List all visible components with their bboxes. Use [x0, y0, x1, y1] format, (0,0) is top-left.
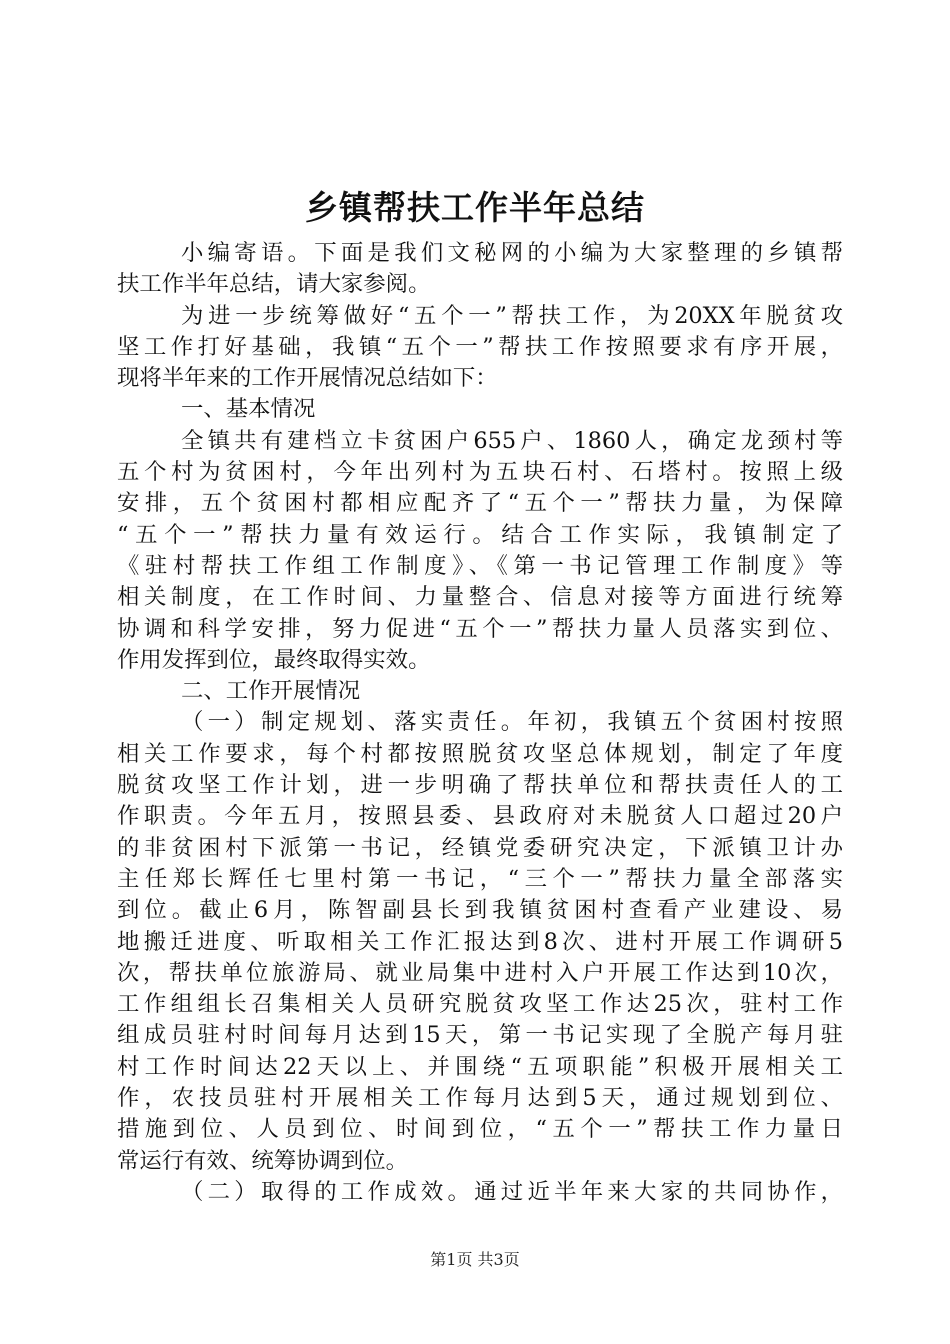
text-line: （二）取得的工作成效。通过近半年来大家的共同协作， — [181, 1178, 843, 1205]
text-line: 村工作时间达22天以上、并围绕“五项职能”积极开展相关工 — [117, 1053, 843, 1080]
text-line: 的非贫困村下派第一书记，经镇党委研究决定，下派镇卫计办 — [117, 834, 843, 861]
text-line: 为进一步统筹做好“五个一”帮扶工作，为20XX年脱贫攻 — [181, 302, 843, 329]
document-body — [117, 238, 843, 1208]
text-line: （一）制定规划、落实责任。年初，我镇五个贫困村按照 — [181, 709, 843, 736]
document-title: 乡镇帮扶工作半年总结 — [305, 188, 645, 227]
text-line: “五个一”帮扶力量有效运行。结合工作实际，我镇制定了 — [117, 521, 843, 548]
text-line: 协调和科学安排，努力促进“五个一”帮扶力量人员落实到位、 — [117, 615, 843, 642]
text-line: 安排，五个贫困村都相应配齐了“五个一”帮扶力量，为保障 — [117, 490, 843, 517]
text-line: 次，帮扶单位旅游局、就业局集中进村入户开展工作达到10次， — [117, 959, 843, 986]
text-line: 扶工作半年总结，请大家参阅。 — [117, 271, 431, 298]
page-footer: 第1页 共3页 — [430, 1250, 520, 1269]
text-line: 常运行有效、统筹协调到位。 — [117, 1147, 409, 1174]
text-line: 相关工作要求，每个村都按照脱贫攻坚总体规划，制定了年度 — [117, 740, 843, 767]
text-line: 主任郑长辉任七里村第一书记，“三个一”帮扶力量全部落实 — [117, 865, 843, 892]
text-line: 组成员驻村时间每月达到15天，第一书记实现了全脱产每月驻 — [117, 1022, 843, 1049]
text-line: 措施到位、人员到位、时间到位，“五个一”帮扶工作力量日 — [117, 1116, 843, 1143]
text-line: 作职责。今年五月，按照县委、县政府对未脱贫人口超过20户 — [117, 803, 843, 830]
text-line: 作，农技员驻村开展相关工作每月达到5天，通过规划到位、 — [117, 1085, 843, 1112]
text-line: 现将半年来的工作开展情况总结如下： — [117, 365, 498, 392]
text-line: 工作组组长召集相关人员研究脱贫攻坚工作达25次，驻村工作 — [117, 991, 843, 1018]
text-line: 小编寄语。下面是我们文秘网的小编为大家整理的乡镇帮 — [181, 240, 843, 266]
section-heading: 二、工作开展情况 — [181, 678, 361, 705]
text-line: 相关制度，在工作时间、力量整合、信息对接等方面进行统筹 — [117, 584, 843, 611]
text-line: 《驻村帮扶工作组工作制度》、《第一书记管理工作制度》等 — [117, 552, 843, 579]
section-heading: 一、基本情况 — [181, 396, 316, 423]
text-line: 地搬迁进度、听取相关工作汇报达到8次、进村开展工作调研5 — [117, 928, 843, 955]
text-line: 到位。截止6月，陈智副县长到我镇贫困村查看产业建设、易 — [117, 897, 843, 924]
text-line: 坚工作打好基础，我镇“五个一”帮扶工作按照要求有序开展， — [117, 333, 843, 360]
text-line: 全镇共有建档立卡贫困户655户、1860人，确定龙颈村等 — [181, 427, 843, 454]
text-line: 作用发挥到位，最终取得实效。 — [117, 646, 431, 673]
text-line: 五个村为贫困村，今年出列村为五块石村、石塔村。按照上级 — [117, 459, 843, 486]
text-line: 脱贫攻坚工作计划，进一步明确了帮扶单位和帮扶责任人的工 — [117, 772, 843, 799]
